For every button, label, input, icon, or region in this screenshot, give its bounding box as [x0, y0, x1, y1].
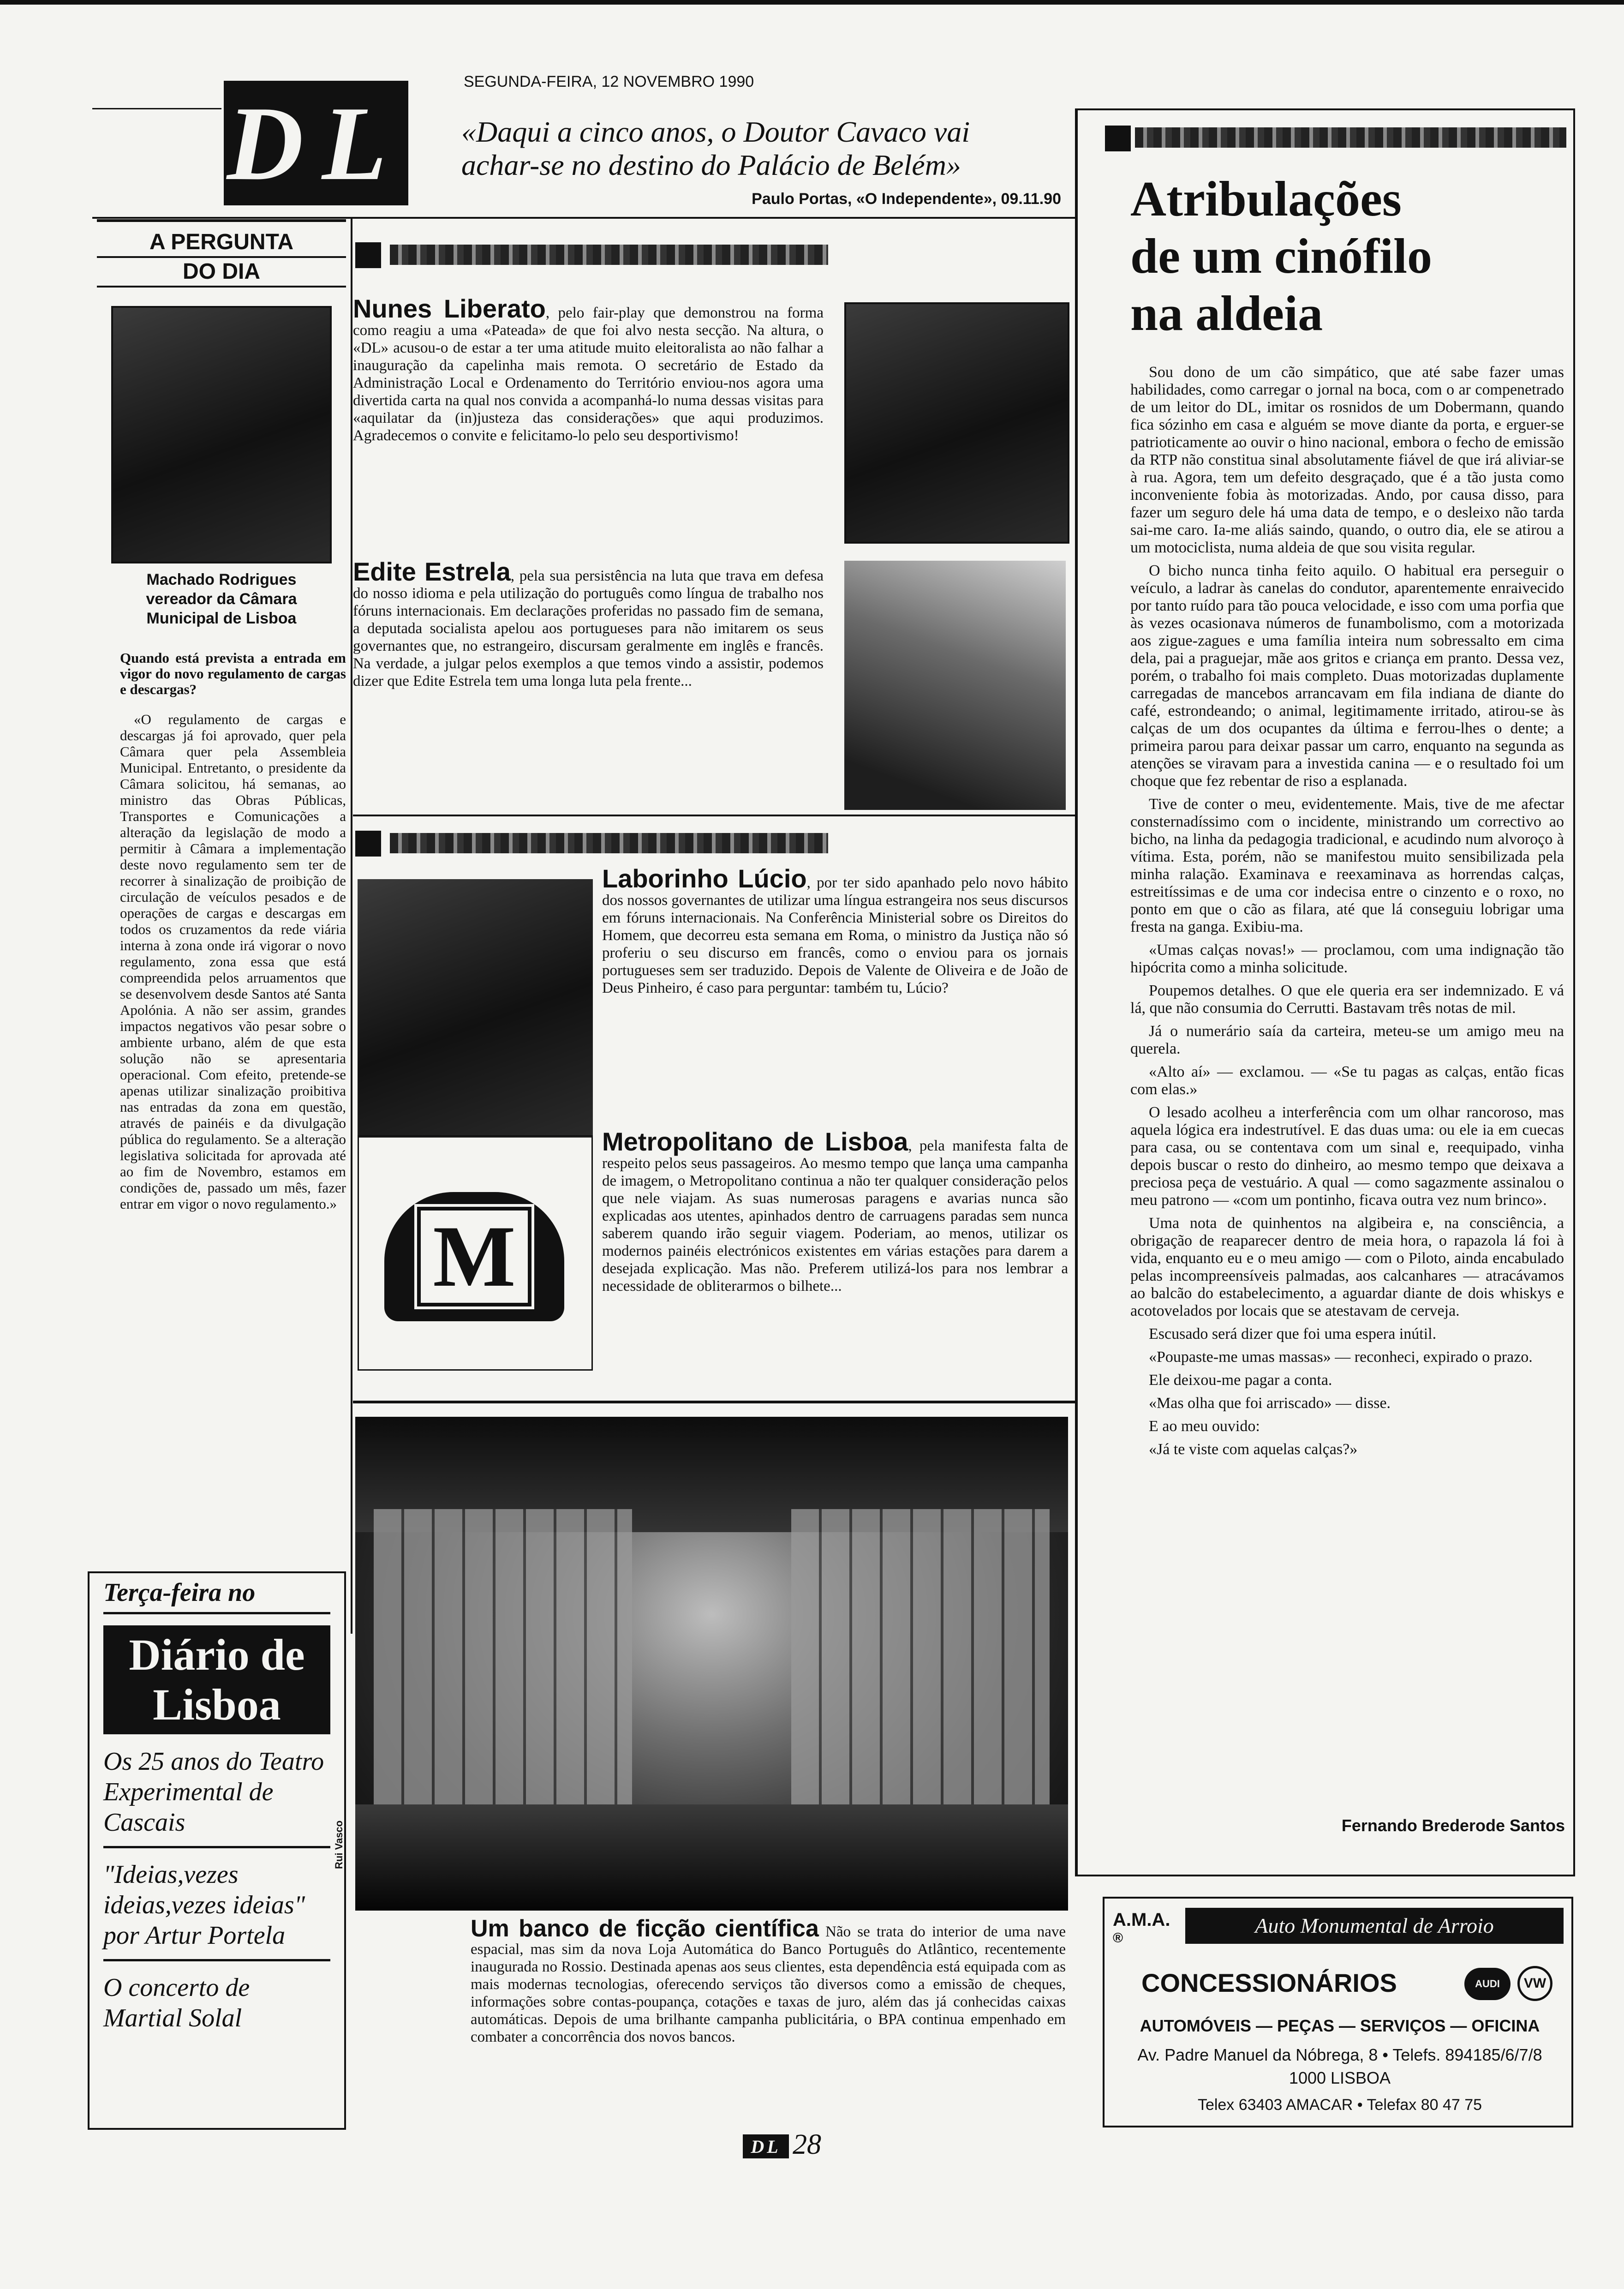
masthead-quote: «Daqui a cinco anos, o Doutor Cavaco vai achar-se no destino do Palácio de Belém»	[461, 115, 970, 181]
pergunta-caption	[97, 570, 346, 628]
bank-feature-item	[471, 1915, 1066, 2046]
down-kicker-square	[355, 831, 381, 857]
column-paragraph: E ao meu ouvido:	[1149, 1418, 1260, 1435]
column-paragraph: «Poupaste-me umas massas» — reconheci, expirado o prazo.	[1149, 1348, 1533, 1366]
ad-contacts: Telex 63403 AMACAR • Telefax 80 47 75	[1197, 2096, 1482, 2114]
bank-feature-title: Um banco de ficção científica	[471, 1915, 819, 1942]
column-frame-top	[1075, 108, 1575, 110]
column-kicker-square	[1105, 126, 1131, 151]
column-paragraph: Escusado será dizer que foi uma espera inútil.	[1149, 1325, 1437, 1342]
edite-estrela-text: , pela sua persistência na luta que trava em defesa do nosso idioma e pela utilização do português como língua de trabalho nos fóruns internacionais. Em declarações proferidas no passado fim de semana, a deputada socialista apelou aos portugueses para não imitarem os seus governantes que, no estrangeiro, discursam geralmente em inglês e francês. Na verdade, a julgar pelos exemplos a que temos vindo a assistir, podemos dizer que Edite Estrela tem uma longa luta pela frente...	[353, 568, 824, 689]
divider-right	[1075, 108, 1078, 1876]
column-body	[1130, 364, 1564, 1464]
column-frame-right	[1573, 108, 1575, 1876]
column-paragraph: «Mas olha que foi arriscado» — disse.	[1149, 1395, 1391, 1412]
up-kicker-bar	[390, 245, 828, 265]
metro-logo-icon	[384, 1192, 564, 1321]
promo-item-3: O concerto de Martial Solal	[103, 1973, 250, 2032]
masthead-rule-bottom	[92, 217, 1075, 219]
column-paragraph: Sou dono de um cão simpático, que até sabe fazer umas habilidades, como carregar o jornal na boca, com o ar compenetrado de um leitor do DL, imitar os rosnidos de um Dobermann, quando fica sózinho em casa e alguém se move diante da porta, e erguer-se patrioticamente ao ouvir o hino nacional, embora o fecho de emissão da RTP não constitua sinal absolutamente fiável de que irá aliviar-se à rua. Agora, tem um defeito desgraçado, que é a tão justa como inconveniente fobia às motorizadas. Ando, por causa disso, para fazer um seguro dele há uma data de tempo, e o desleixo não tarda sai-me caro. Ia-me aliás saindo, quando, o outro dia, ele se atirou a um motociclista, numa aldeia de que sou visita regular.	[1130, 364, 1564, 556]
footer-logo	[743, 2134, 789, 2158]
ad-headline: CONCESSIONÁRIOS	[1141, 1968, 1397, 1997]
bank-interior-photo	[355, 1417, 1068, 1911]
vw-logo-text: VW	[1523, 1976, 1546, 1991]
laborinho-lucio-photo	[358, 879, 593, 1138]
caption-line-3: Municipal de Lisboa	[146, 610, 297, 627]
column-title-line-3: na aldeia	[1130, 286, 1323, 341]
caption-line-1: Machado Rodrigues	[146, 571, 297, 588]
laborinho-lucio-item	[602, 864, 1069, 997]
dl-logo-text: DL	[227, 84, 406, 202]
dl-logo	[224, 81, 408, 205]
column-author: Fernando Brederode Santos	[1341, 1816, 1565, 1835]
top-edge-rule	[0, 0, 1624, 5]
column-frame-bottom	[1075, 1875, 1575, 1876]
masthead-rule-left	[92, 108, 221, 109]
pergunta-heading-line-1: A PERGUNTA	[97, 228, 346, 258]
audi-logo-icon	[1464, 1968, 1511, 2000]
vw-logo-icon	[1517, 1966, 1552, 2001]
ad-services: AUTOMÓVEIS — PEÇAS — SERVIÇOS — OFICINA	[1140, 2016, 1540, 2035]
ad-script-name: Auto Monumental de Arroio	[1185, 1908, 1564, 1944]
ama-ad	[1103, 1897, 1573, 2127]
down-section-rule	[353, 815, 1075, 816]
column-kicker-bar	[1135, 127, 1566, 148]
audi-logo-text: AUDI	[1475, 1978, 1500, 1989]
nunes-liberato-photo	[844, 302, 1069, 544]
pergunta-answer: «O regulamento de cargas e descargas já foi aprovado, quer pela Câmara quer pela Assembleia Municipal. Entretanto, o presidente da Câmara solicitou, há semanas, ao ministro das Obras Públicas, Transportes e Comunicações a alteração da legislação de modo a permitir à Câmara a implementação deste novo regulamento sem ter de recorrer à sinalização de proibição de circulação de veículos pesados e de operações de cargas e descargas em todos os cruzamentos da rede viária interna à zona onde irá vigorar o novo regulamento, zona essa que está compreendida pelos arruamentos que se desenvolvem desde Santos até Santa Apolónia. A não ser assim, grandes impactos negativos vão pesar sobre o ambiente urbano, além de que esta solução não se apresentaria operacional. Com efeito, pretende-se apenas utilizar sinalização proibitiva nas entradas da zona em questão, através de painéis e da divulgação pública do regulamento. Se a alteração legislativa solicitada for aprovada até ao fim de Novembro, estamos em condições de, passado um mês, fazer entrar em vigor o novo regulamento.»	[120, 711, 346, 1212]
pergunta-heading-line-2: DO DIA	[97, 258, 346, 288]
column-title-line-2: de um cinófilo	[1130, 229, 1433, 284]
metropolitano-text: , pela manifesta falta de respeito pelos seus passageiros. Ao mesmo tempo que lança uma campanha de imagem, o Metropolitano continua a não ter qualquer consideração pelos que nele viajam. As suas numerosas paragens e avarias nunca são explicadas aos utentes, apinhados dentro de carruagens paradas sem nunca saberem quando irão seguir viagem. Poderiam, ao menos, utilizar os modernos painéis electrónicos existentes em várias estações para darem a desejada explicação. Mas não. Preferem utilizá-los para nos lembrar a necessidade de obliterarmos o bilhete...	[602, 1138, 1068, 1294]
photo-feature-rule	[353, 1401, 1075, 1403]
bank-feature-text: Não se trata do interior de uma nave espacial, mas sim da nova Loja Automática do Banco Português do Atlântico, recentemente inaugurada no Rossio. Destinada apenas aos seus clientes, esta dependência está equipada com as mais modernas tecnologias, oferecendo serviços tão diversos como a emissão de cheques, informações sobre contas-poupança, cotações e taxas de juro, além das já conhecidas caixas automáticas. Depois de uma brilhante campanha publicitária, o BPA continua empenhado em combater a concorrência dos novos bancos.	[471, 1923, 1066, 2045]
metro-logo-frame	[358, 1135, 593, 1371]
promo-item-1: Os 25 anos do Teatro Experimental de Cascais	[103, 1746, 330, 1848]
ad-brand-text: A.M.A.	[1113, 1910, 1170, 1930]
metropolitano-item	[602, 1127, 1068, 1295]
divider-left	[351, 217, 352, 1634]
pergunta-heading	[97, 228, 346, 288]
ad-address: Av. Padre Manuel da Nóbrega, 8 • Telefs. 894185/6/7/8	[1137, 2045, 1542, 2064]
caption-line-2: vereador da Câmara	[146, 590, 297, 608]
promo-day: Terça-feira no	[103, 1578, 330, 1614]
column-paragraph: Poupemos detalhes. O que ele queria era ser indemnizado. E vá lá, que não consumia do Cerrutti. Bastavam três notas de mil.	[1130, 982, 1564, 1017]
nunes-liberato-text: , pelo fair-play que demonstrou na forma como reagiu a uma «Pateada» de que foi alvo nesta secção. Na altura, o «DL» acusou-o de estar a ter uma atitude muito eleitoralista ao não falhar a inauguração da capelinha mais remota. O secretário de Estado da Administração Local e Ordenamento do Território enviou-nos agora uma divertida carta na qual nos convida a acompanhá-lo numa dessas visitas para «aquilatar da (in)justeza das considerações» que aqui produzimos. Agradecemos o convite e felicitamo-lo pelo seu desportivismo!	[353, 305, 824, 444]
machado-rodrigues-photo	[111, 306, 332, 563]
down-kicker-bar	[390, 833, 828, 853]
pergunta-question: Quando está prevista a entrada em vigor do novo regulamento de cargas e descargas?	[120, 650, 346, 697]
page-number: 28	[793, 2129, 821, 2160]
edite-estrela-name: Edite Estrela	[353, 557, 511, 586]
laborinho-lucio-name: Laborinho Lúcio	[602, 864, 807, 893]
laborinho-lucio-text: , por ter sido apanhado pelo novo hábito dos nossos governantes de utilizar uma língua estrangeira nos seus discursos em fóruns internacionais. Na Conferência Ministerial sobre os Direitos do Homem, que decorreu esta semana em Roma, o ministro da Justiça não só proferiu o seu discurso em francês, como o enviou para os jornais portugueses sem ser traduzido. Depois de Valente de Oliveira e de João de Deus Pinheiro, é caso para perguntar: também tu, Lúcio?	[602, 875, 1069, 996]
column-paragraph: Ele deixou-me pagar a conta.	[1149, 1372, 1332, 1389]
nunes-liberato-item	[353, 294, 824, 444]
edite-estrela-photo	[844, 561, 1066, 810]
metropolitano-name: Metropolitano de Lisboa	[602, 1127, 908, 1156]
column-title	[1130, 171, 1564, 342]
column-paragraph: O lesado acolheu a interferência com um olhar rancoroso, mas aquela lógica era indestrutível. E das duas uma: ou ele ia em cuecas para casa, ou se contentava com um sinal e, reequipado, vinha depois buscar o resto do dinheiro, ao mesmo tempo que deixava a preciosa peça de vestuário. A qual — como sagazmente assinalou o meu patrono — «com um pontinho, ficava outra vez num brinco».	[1130, 1104, 1564, 1209]
column-paragraph: O bicho nunca tinha feito aquilo. O habitual era perseguir o veículo, a ladrar às canelas do condutor, aparentemente enraivecido por tanto ruído para tão pouca velocidade, e isso com uma porfia que às vezes ocasionava números de funambolismo, com a motorizada aos zigue-zagues e uma família inteira num sobressalto em cima dela, pai a praguejar, mãe aos gritos e criança em pranto. Dessa vez, porém, o trabalho foi mais completo. Duas motorizadas duplamente carregadas de mancebos arrancavam em fila indiana de diante do café, estrondeando; o animal, legitimamente irritado, atirou-se às calças de um dos ocupantes da última e ferrou-lhes o dente; a primeira parou para deixar passar um carro, enquanto na segunda as atenções se viravam para a investida canina — e o resultado foi um choque que fez rebentar de riso a esplanada.	[1130, 562, 1564, 790]
metro-logo-letter: M	[417, 1207, 531, 1306]
column-paragraph: «Já te viste com aquelas calças?»	[1149, 1441, 1358, 1458]
promo-item-2: "Ideias,vezes ideias,vezes ideias" por Artur Portela	[103, 1859, 330, 1961]
bank-interior-floor	[355, 1804, 1068, 1911]
pergunta-section	[97, 219, 346, 1558]
column-paragraph: «Umas calças novas!» — proclamou, com uma indignação tão hipócrita como a minha solicitude.	[1130, 941, 1564, 976]
column-title-line-1: Atribulações	[1130, 172, 1402, 227]
edite-estrela-item	[353, 557, 824, 690]
column-paragraph: Uma nota de quinhentos na algibeira e, na consciência, a obrigação de reaparecer dentro de meia hora, o rapazola lá foi à vida, enquanto eu e o meu amigo — com o Piloto, ainda encabulado pelas incompreensíveis palmadas, aos calcanhares — atracávamos ao balcão do estabelecimento, a aguardar diante de dois whiskys e acotovelados por locais que se atestavam de cerveja.	[1130, 1215, 1564, 1319]
masthead-quote-source: Paulo Portas, «O Independente», 09.11.90	[752, 190, 1061, 208]
promo-paper-logo: Diário de Lisboa	[103, 1625, 330, 1734]
promo-box	[88, 1571, 346, 2130]
pergunta-rule-top	[97, 219, 346, 222]
nunes-liberato-name: Nunes Liberato	[353, 294, 546, 323]
masthead-date: SEGUNDA-FEIRA, 12 NOVEMBRO 1990	[464, 73, 754, 90]
ad-brand	[1113, 1910, 1170, 1946]
photo-credit: Rui Vasco	[333, 1820, 345, 1869]
column-paragraph: «Alto aí» — exclamou. — «Se tu pagas as calças, então ficas com elas.»	[1130, 1063, 1564, 1098]
bank-interior-wall-left	[374, 1509, 632, 1804]
bank-interior-wall-right	[791, 1509, 1050, 1804]
ad-brand-mark: ®	[1113, 1930, 1123, 1946]
up-kicker-square	[355, 242, 381, 268]
column-paragraph: Tive de conter o meu, evidentemente. Mais, tive de me afectar consternadíssimo com o incidente, ministrando um correctivo ao bicho, na linha da pedagogia tradicional, e acudindo num alvoroço à vítima. Esta, porém, não se manifestou muito sensibilizada pela minha ralação. Examinava e reexaminava as horrendas calças, estreitíssimas e de uma cor indecisa entre o cinzento e o roxo, no ponto em que o cão as filara, até que lá conseguiu lobrigar uma fresta na ganga. Exibiu-ma.	[1130, 796, 1564, 935]
footer-logo-text: DL	[751, 2136, 781, 2157]
column-paragraph: Já o numerário saía da carteira, meteu-se um amigo meu na querela.	[1130, 1023, 1564, 1057]
ad-city: 1000 LISBOA	[1289, 2068, 1391, 2087]
